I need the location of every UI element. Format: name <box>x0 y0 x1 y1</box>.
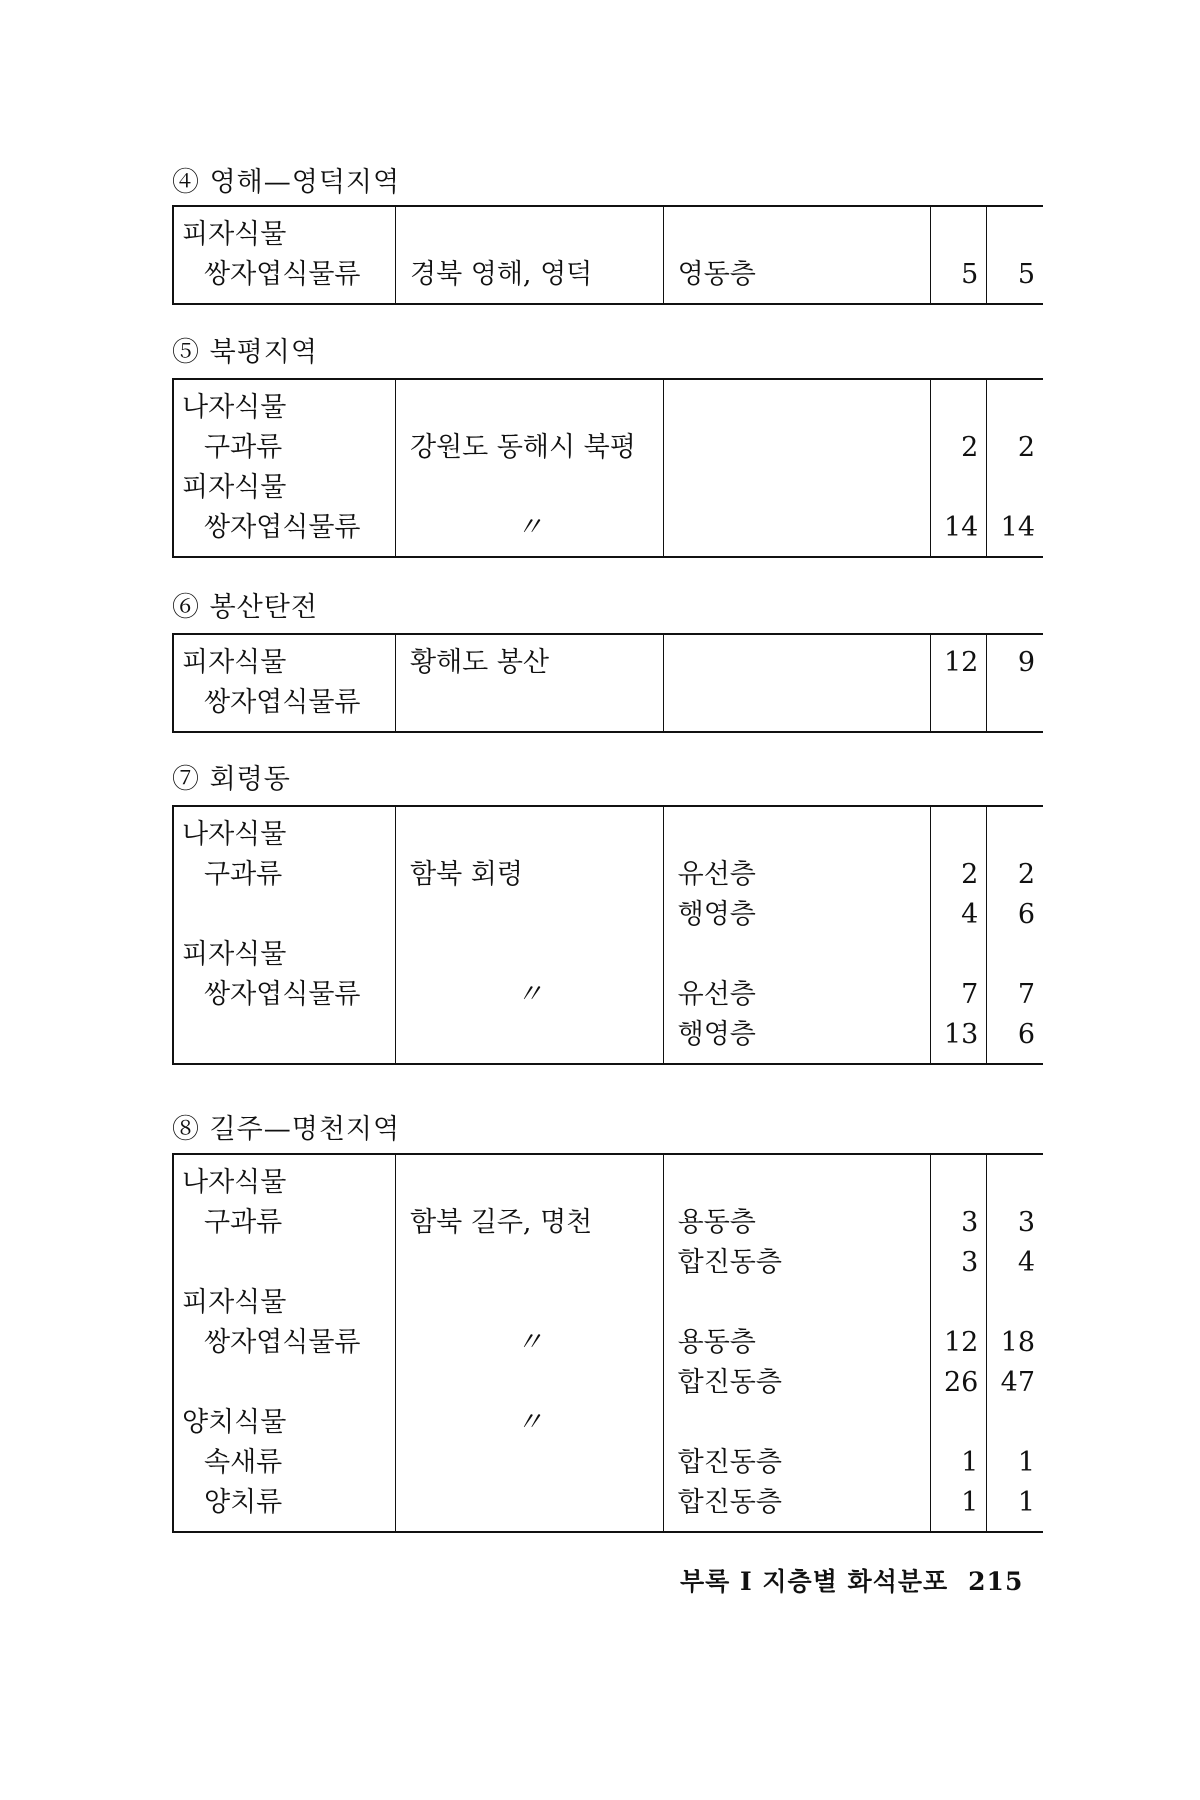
taxon-subgroup: 양치류 <box>204 1487 283 1518</box>
section-heading: ⑤ 북평지역 <box>172 337 318 368</box>
formation: 용동층 <box>677 1327 756 1358</box>
table-row <box>173 634 1043 732</box>
formation <box>664 1163 931 1203</box>
taxon-group: 나자식물 <box>182 1167 287 1198</box>
count <box>931 215 986 255</box>
taxon-subgroup: 구과류 <box>204 1207 283 1238</box>
formation: 행영층 <box>677 899 756 930</box>
count: 3 <box>1017 1207 1035 1238</box>
taxon-subgroup: 쌍자엽식물류 <box>204 259 361 290</box>
count-column-2 <box>987 206 1043 304</box>
count <box>931 935 986 975</box>
count <box>931 468 986 508</box>
count <box>987 468 1043 508</box>
count: 2 <box>961 859 979 890</box>
formation: 합진동층 <box>677 1487 782 1518</box>
count: 6 <box>1017 1019 1035 1050</box>
taxon-subgroup: 쌍자엽식물류 <box>204 979 361 1010</box>
count: 7 <box>1017 979 1035 1010</box>
taxon-column <box>173 634 396 732</box>
formation: 합진동층 <box>677 1247 782 1278</box>
taxon-subgroup <box>174 895 395 935</box>
count: 12 <box>943 647 979 678</box>
formation <box>664 1403 931 1443</box>
section-heading: ④ 영해—영덕지역 <box>172 167 401 198</box>
count <box>987 683 1043 723</box>
count <box>987 215 1043 255</box>
count: 1 <box>961 1447 979 1478</box>
locality <box>396 935 663 975</box>
taxon-group: 피자식물 <box>182 472 287 503</box>
locality: 함북 회령 <box>410 859 523 890</box>
count: 7 <box>961 979 979 1010</box>
count: 3 <box>961 1207 979 1238</box>
count <box>931 815 986 855</box>
table-row <box>173 806 1043 1064</box>
formation <box>664 815 931 855</box>
locality: 함북 길주, 명천 <box>410 1207 593 1238</box>
taxon-subgroup <box>174 1015 395 1055</box>
page-number: 215 <box>968 1567 1024 1596</box>
count: 14 <box>943 512 979 543</box>
taxon-subgroup: 쌍자엽식물류 <box>204 512 361 543</box>
formation-column <box>663 1154 931 1532</box>
formation-column <box>663 634 931 732</box>
count: 1 <box>1017 1487 1035 1518</box>
taxon-column <box>173 206 396 304</box>
formation: 용동층 <box>677 1207 756 1238</box>
count: 1 <box>961 1487 979 1518</box>
taxon-group: 피자식물 <box>182 1287 287 1318</box>
table-row <box>173 1154 1043 1532</box>
count-column-1 <box>931 206 987 304</box>
formation: 유선층 <box>677 979 756 1010</box>
locality: 강원도 동해시 북평 <box>410 432 636 463</box>
taxon-subgroup <box>174 1363 395 1403</box>
formation <box>664 935 931 975</box>
count: 14 <box>1000 512 1035 543</box>
formation <box>664 508 931 548</box>
formation-column <box>663 206 931 304</box>
formation <box>664 468 931 508</box>
count: 12 <box>943 1327 979 1358</box>
locality <box>396 1443 663 1483</box>
locality <box>396 215 663 255</box>
locality <box>396 895 663 935</box>
locality: 황해도 봉산 <box>410 647 549 678</box>
count <box>931 1403 986 1443</box>
count: 9 <box>1017 647 1035 678</box>
count <box>931 1163 986 1203</box>
locality <box>396 1283 663 1323</box>
locality <box>396 468 663 508</box>
count: 3 <box>961 1247 979 1278</box>
formation: 유선층 <box>677 859 756 890</box>
formation-column <box>663 806 931 1064</box>
fossil-table <box>172 1153 1043 1533</box>
count <box>987 1163 1043 1203</box>
taxon-group: 피자식물 <box>182 647 287 678</box>
count <box>987 935 1043 975</box>
locality-column <box>396 379 664 557</box>
count: 18 <box>1000 1327 1035 1358</box>
count: 2 <box>961 432 979 463</box>
count-column-2 <box>987 634 1043 732</box>
fossil-table <box>172 805 1043 1065</box>
taxon-subgroup: 구과류 <box>204 432 283 463</box>
locality-column <box>396 634 664 732</box>
section-heading: ⑧ 길주—명천지역 <box>172 1114 401 1145</box>
taxon-subgroup <box>174 1243 395 1283</box>
locality <box>396 1363 663 1403</box>
section-heading: ⑦ 회령동 <box>172 764 291 795</box>
formation: 합진동층 <box>677 1367 782 1398</box>
formation <box>664 388 931 428</box>
count-column-1 <box>931 379 987 557</box>
count: 47 <box>1000 1367 1035 1398</box>
count: 5 <box>1017 259 1035 290</box>
count <box>987 815 1043 855</box>
locality-column <box>396 206 664 304</box>
count: 13 <box>943 1019 979 1050</box>
count <box>987 1403 1043 1443</box>
table-row <box>173 206 1043 304</box>
locality-column <box>396 1154 664 1532</box>
page-footer <box>680 1562 1023 1598</box>
formation: 행영층 <box>677 1019 756 1050</box>
taxon-subgroup: 속새류 <box>204 1447 283 1478</box>
count: 2 <box>1017 432 1035 463</box>
locality <box>396 815 663 855</box>
formation-column <box>663 379 931 557</box>
taxon-column <box>173 1154 396 1532</box>
taxon-subgroup: 쌍자엽식물류 <box>204 1327 361 1358</box>
taxon-column <box>173 379 396 557</box>
count: 5 <box>961 259 979 290</box>
formation <box>664 428 931 468</box>
formation: 합진동층 <box>677 1447 782 1478</box>
formation <box>664 683 931 723</box>
locality: 〃 <box>516 1327 543 1358</box>
count: 6 <box>1017 899 1035 930</box>
fossil-table <box>172 205 1043 305</box>
count <box>931 683 986 723</box>
taxon-column <box>173 806 396 1064</box>
table-row <box>173 379 1043 557</box>
locality: 〃 <box>516 979 543 1010</box>
taxon-subgroup: 구과류 <box>204 859 283 890</box>
taxon-group: 피자식물 <box>182 939 287 970</box>
locality <box>396 1483 663 1523</box>
locality: 〃 <box>516 512 543 543</box>
count-column-1 <box>931 634 987 732</box>
locality <box>396 1163 663 1203</box>
locality: 경북 영해, 영덕 <box>410 259 593 290</box>
count <box>931 1283 986 1323</box>
count: 1 <box>1017 1447 1035 1478</box>
count <box>931 388 986 428</box>
formation <box>664 1283 931 1323</box>
count-column-2 <box>987 1154 1043 1532</box>
taxon-group: 양치식물 <box>182 1407 287 1438</box>
count: 4 <box>1017 1247 1035 1278</box>
count <box>987 1283 1043 1323</box>
count: 26 <box>943 1367 979 1398</box>
locality <box>396 1015 663 1055</box>
locality-column <box>396 806 664 1064</box>
locality <box>396 1243 663 1283</box>
count: 4 <box>961 899 979 930</box>
fossil-table <box>172 633 1043 733</box>
count: 2 <box>1017 859 1035 890</box>
footer-title: 부록 Ⅰ 지층별 화석분포 <box>680 1567 949 1596</box>
taxon-group: 피자식물 <box>182 219 287 250</box>
formation: 영동층 <box>677 259 756 290</box>
locality <box>396 388 663 428</box>
formation <box>664 643 931 683</box>
count-column-1 <box>931 1154 987 1532</box>
taxon-subgroup: 쌍자엽식물류 <box>204 687 361 718</box>
count-column-1 <box>931 806 987 1064</box>
locality: 〃 <box>516 1407 543 1438</box>
count-column-2 <box>987 806 1043 1064</box>
taxon-group: 나자식물 <box>182 392 287 423</box>
count <box>987 388 1043 428</box>
formation <box>664 215 931 255</box>
locality <box>396 683 663 723</box>
fossil-table <box>172 378 1043 558</box>
taxon-group: 나자식물 <box>182 819 287 850</box>
count-column-2 <box>987 379 1043 557</box>
section-heading: ⑥ 봉산탄전 <box>172 592 318 623</box>
